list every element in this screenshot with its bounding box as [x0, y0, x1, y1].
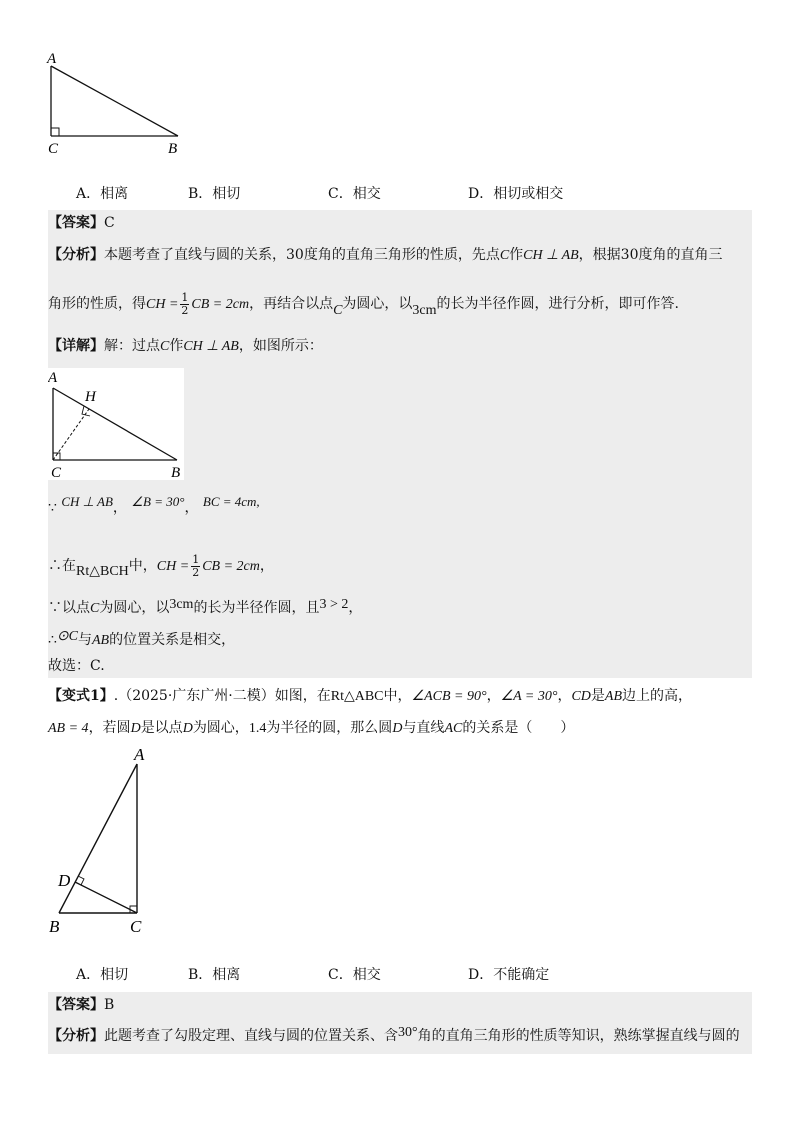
q2-analysis-line: [48, 1026, 740, 1047]
inequality: 3 > 2: [319, 597, 349, 612]
math-expr: ∠B = 30°: [131, 494, 185, 509]
angle-acb: ∠ACB = 90°: [411, 689, 487, 704]
point-d: D: [392, 721, 403, 736]
q1-analysis-line-1: [48, 245, 723, 266]
detail-tag: 【详解】: [48, 338, 104, 354]
circle-c: ⊙C: [56, 629, 78, 644]
analysis-text: 角的直角三角形的性质等知识，熟练掌握直线与圆的: [417, 1028, 740, 1044]
detail-text: 解：过点: [104, 338, 160, 354]
analysis-tag: 【分析】: [48, 1028, 104, 1044]
label-c: C: [48, 141, 59, 157]
label-c: C: [130, 917, 142, 936]
step-line-3: [48, 598, 362, 619]
label-b: B: [168, 141, 178, 157]
length-3cm: 3cm: [169, 597, 194, 612]
q2-source: （2025·广东广州·二模）如图，在: [118, 688, 331, 704]
label-a: A: [47, 51, 57, 67]
analysis-text: ，再结合以点: [249, 296, 334, 312]
q1-option-d: D．相切或相交: [468, 186, 564, 202]
q2-line-2: [48, 718, 574, 739]
eq-rhs: CB = 2cm: [191, 297, 250, 312]
side-ab: [59, 764, 137, 913]
eq-lhs: CH =: [156, 559, 190, 574]
therefore-text: ∴在: [48, 558, 76, 574]
step-line-4: [48, 630, 235, 651]
q1-answer: [48, 213, 115, 233]
fraction-numerator: 1: [192, 552, 200, 566]
q2-text: 为圆心，: [192, 720, 249, 736]
step-text: 与: [78, 632, 92, 648]
label-b: B: [171, 465, 181, 480]
altitude-cd: [75, 882, 137, 913]
q2-option-a: A．相切: [76, 967, 129, 983]
fraction-denominator: 2: [192, 565, 200, 579]
q2-text: 中，: [383, 688, 412, 704]
detail-text: 作: [169, 338, 184, 354]
q2-option-d: D．不能确定: [468, 967, 550, 983]
perpendicular-expr: CH ⊥ AB: [523, 248, 579, 263]
q2-text: ，若圆: [88, 720, 131, 736]
step-line-2: [48, 552, 274, 581]
q2-line-1: [48, 686, 692, 707]
q1-detail-line: [48, 336, 323, 357]
eq-lhs: CH =: [146, 297, 179, 312]
analysis-tag: 【分析】: [48, 247, 104, 263]
q2-text: 的关系是（ ）: [462, 720, 575, 736]
separator: ，: [184, 500, 199, 516]
line-ab: AB: [92, 633, 110, 648]
fraction-half: [180, 292, 189, 317]
q2-text: 是以点: [140, 720, 183, 736]
fraction-half: [191, 554, 200, 579]
q1-option-b: B．相切: [188, 186, 241, 202]
step-text: 为圆心，以: [99, 600, 170, 616]
radius-value: 1.4: [248, 721, 267, 736]
detail-text: ，如图所示：: [238, 338, 323, 354]
fraction-numerator: 1: [181, 290, 189, 304]
step-line-1: [48, 494, 260, 518]
step-line-5: 故选：C.: [48, 658, 105, 674]
segment-ab: AB: [604, 689, 623, 704]
q1-option-a: A．相离: [76, 186, 129, 202]
line-ac: AC: [444, 721, 463, 736]
analysis-text: 此题考查了勾股定理、直线与圆的位置关系、含: [104, 1028, 398, 1044]
q2-text: 为半径的圆，那么圆: [266, 720, 393, 736]
fraction-denominator: 2: [181, 303, 189, 317]
label-a: A: [48, 370, 58, 386]
analysis-text: 本题考查了直线与圆的关系，30度角的直角三角形的性质，先点: [104, 247, 500, 263]
triangle-name: Rt△BCH: [76, 564, 129, 579]
triangle-figure-3: [40, 742, 170, 942]
label-a: A: [134, 745, 145, 764]
analysis-text: 为圆心，以: [342, 296, 413, 312]
step-text: 的位置关系是相交，: [109, 632, 236, 648]
ab-value: AB = 4: [48, 721, 89, 736]
triangle-name: Rt△ABC: [330, 689, 384, 704]
analysis-text: 角形的性质，得: [48, 296, 146, 312]
label-c: C: [51, 465, 62, 480]
triangle-figure-1: [40, 50, 200, 160]
label-d: D: [58, 871, 71, 890]
point-c: C: [333, 303, 343, 318]
degree-value: 30°: [398, 1025, 418, 1040]
q2-text: .: [113, 688, 119, 704]
q2-option-b: B．相离: [188, 967, 241, 983]
point-d: D: [130, 721, 141, 736]
step-text: 的长为半径作圆，且: [193, 600, 320, 616]
analysis-text: ，根据30度角的直角三: [578, 247, 723, 263]
q1-option-c: C．相交: [328, 186, 381, 202]
point-d: D: [182, 721, 193, 736]
right-angle-mark: [51, 128, 59, 136]
answer-value: B: [104, 997, 115, 1013]
answer-value: C: [104, 215, 115, 231]
point-c: C: [160, 339, 170, 354]
step-text: ，: [348, 600, 363, 616]
q1-analysis-line-2: [48, 290, 679, 319]
segment-cd: CD: [571, 689, 591, 704]
step-text: ，: [259, 558, 274, 574]
answer-tag: 【答案】: [48, 215, 104, 231]
step-text: 中，: [128, 558, 157, 574]
answer-tag: 【答案】: [48, 997, 104, 1013]
length-3cm: 3cm: [412, 303, 437, 318]
angle-a: ∠A = 30°: [500, 689, 558, 704]
q2-text: 与直线: [402, 720, 445, 736]
point-c: C: [90, 601, 100, 616]
label-h: H: [85, 389, 96, 405]
math-expr: CH ⊥ AB: [61, 494, 113, 509]
analysis-text: 的长为半径作圆，进行分析，即可作答.: [436, 296, 679, 312]
eq-rhs: CB = 2cm: [202, 559, 260, 574]
therefore-symbol: ∴: [48, 632, 57, 648]
triangle-figure-2: [48, 368, 184, 480]
q2-option-c: C．相交: [328, 967, 381, 983]
because-symbol: ∵: [48, 500, 57, 516]
q2-answer: [48, 995, 114, 1015]
q2-text: ，: [557, 688, 572, 704]
side-ab: [51, 66, 178, 136]
perpendicular-expr: CH ⊥ AB: [183, 339, 239, 354]
point-c: C: [499, 248, 510, 263]
q2-text: 是: [590, 688, 605, 704]
label-b: B: [49, 917, 60, 936]
variant-tag: 【变式1】: [48, 688, 114, 704]
separator: ，: [112, 500, 127, 516]
q2-text: 边上的高，: [622, 688, 693, 704]
analysis-text: 作: [509, 247, 524, 263]
q2-text: ，: [486, 688, 501, 704]
step-text: ∵以点: [48, 600, 90, 616]
math-expr: BC = 4cm,: [202, 494, 260, 509]
